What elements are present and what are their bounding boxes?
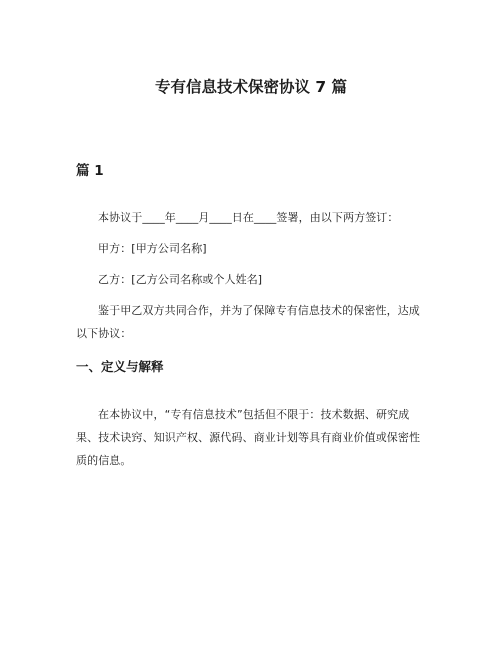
document-title: 专有信息技术保密协议 7 篇 (154, 78, 348, 96)
definitions-heading: 一、定义与解释 (76, 359, 164, 374)
party-b-paragraph: 乙方：[乙方公司名称或个人姓名] (98, 273, 263, 286)
agreement-intro-paragraph: 本协议于____年____月____日在____签署，由以下两方签订： (98, 211, 399, 224)
party-a-paragraph: 甲方：[甲方公司名称] (98, 242, 207, 255)
recital-paragraph: 鉴于甲乙双方共同合作，并为了保障专有信息技术的保密性，达成以下协议： (76, 304, 420, 340)
section-title: 篇 1 (76, 163, 104, 179)
definitions-paragraph: 在本协议中，“专有信息技术”包括但不限于：技术数据、研究成果、技术诀窍、知识产权、源代码、商业计划等具有商业价值或保密性质的信息。 (76, 408, 421, 467)
